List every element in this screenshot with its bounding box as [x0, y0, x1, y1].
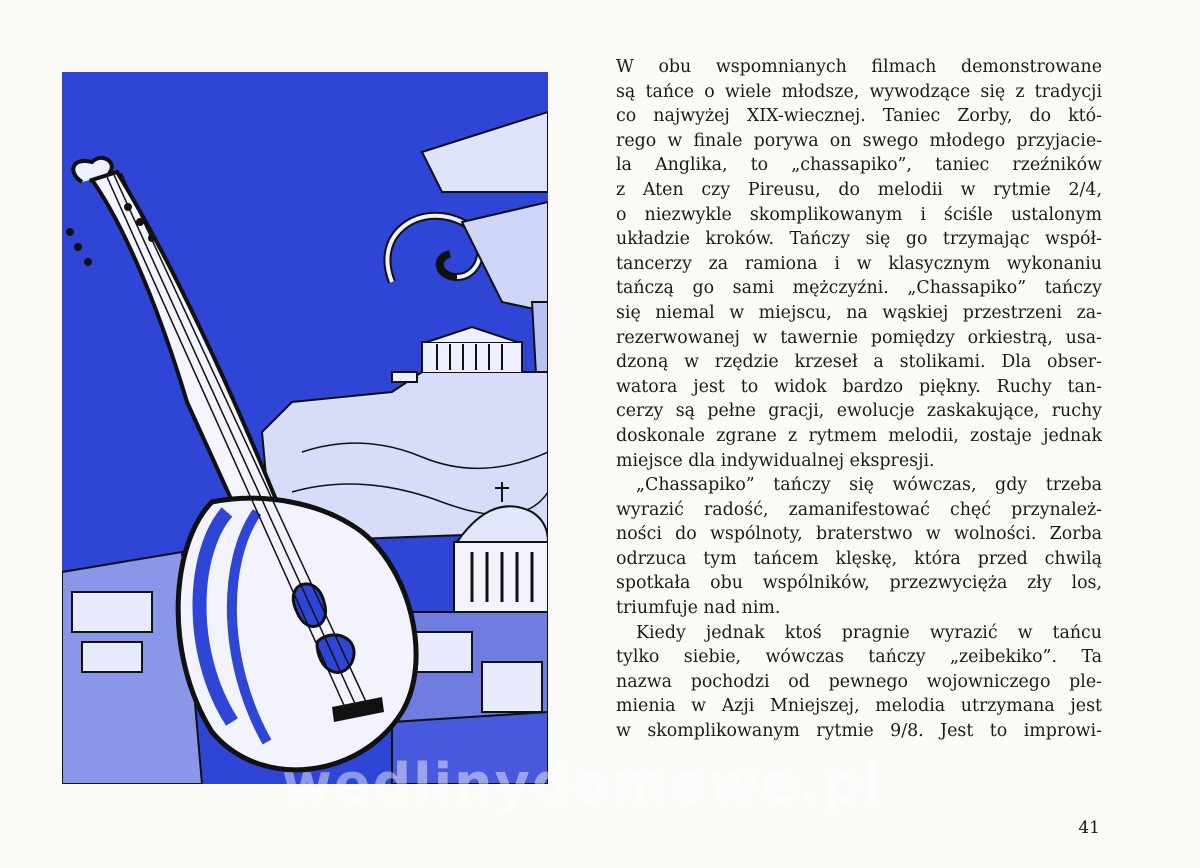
- paragraph-1: [616, 55, 1102, 473]
- text-line: nazwa pochodzi od pewnego wojowniczego ple-: [616, 671, 1102, 692]
- text-line: układzie kroków. Tańczy się go trzymając współ-: [616, 229, 1102, 250]
- text-line: w skomplikowanym rytmie 9/8. Jest to improwi-: [616, 721, 1102, 742]
- text-line: rezerwowanej w tawernie pomiędzy orkiestrą, usa-: [616, 327, 1102, 348]
- text-line: się niemal w miejscu, na wąskiej przestrzeni za-: [616, 302, 1102, 323]
- text-line: la Anglika, to „chassapiko”, taniec rzeźników: [616, 155, 1102, 176]
- text-line: rego w finale porywa on swego młodego przyjacie-: [616, 130, 1102, 151]
- illustration-bouzouki-acropolis: [62, 72, 548, 784]
- text-line: watora jest to widok bardzo piękny. Ruchy tan-: [616, 376, 1102, 397]
- text-line: o niezwykle skomplikowanym i ściśle ustalonym: [616, 204, 1102, 225]
- text-column: [616, 55, 1102, 744]
- text-line: tancerzy za ramiona i w klasycznym wykonaniu: [616, 253, 1102, 274]
- page-number: 41: [1078, 818, 1100, 838]
- text-line: cerzy są pełne gracji, ewolucje zaskakujące, ruchy: [616, 401, 1102, 422]
- text-line: są tańce o wiele młodsze, wywodzące się z tradycji: [616, 81, 1102, 102]
- text-line: triumfuje nad nim.: [616, 598, 781, 619]
- watermark: wedlinydomowe.pl: [282, 752, 884, 815]
- text-line: wyrazić radość, zamanifestować chęć przynależ-: [616, 499, 1102, 520]
- text-line: mienia w Azji Mniejszej, melodia utrzymana jest: [616, 696, 1102, 717]
- text-line: „Chassapiko” tańczy się wówczas, gdy trzeba: [636, 475, 1102, 496]
- text-line: Kiedy jednak ktoś pragnie wyrazić w tańcu: [636, 622, 1102, 643]
- text-line: odrzuca tym tańcem klęskę, która przed chwilą: [616, 548, 1102, 569]
- text-line: doskonale zgrane z rytmem melodii, zostaje jednak: [616, 425, 1102, 446]
- text-line: tańczą go sami mężczyźni. „Chassapiko” tańczy: [616, 278, 1102, 299]
- paragraph-3: [616, 621, 1102, 744]
- text-line: co najwyżej XIX-wiecznej. Taniec Zorby, do któ-: [616, 106, 1102, 127]
- text-line: z Aten czy Pireusu, do melodii w rytmie 2/4,: [616, 179, 1102, 200]
- text-line: dzoną w rzędzie krzeseł a stolikami. Dla obser-: [616, 352, 1102, 373]
- paragraph-2: [616, 473, 1102, 621]
- text-line: miejsce dla indywidualnej ekspresji.: [616, 450, 935, 471]
- illustration-svg: [62, 72, 548, 784]
- text-line: spotkała obu wspólników, przezwycięża zły los,: [616, 573, 1102, 594]
- text-line: ności do wspólnoty, braterstwo w wolności. Zorba: [616, 524, 1102, 545]
- text-line: W obu wspomnianych filmach demonstrowane: [616, 57, 1102, 77]
- text-line: tylko siebie, wówczas tańczy „zeibekiko”. Ta: [616, 647, 1102, 668]
